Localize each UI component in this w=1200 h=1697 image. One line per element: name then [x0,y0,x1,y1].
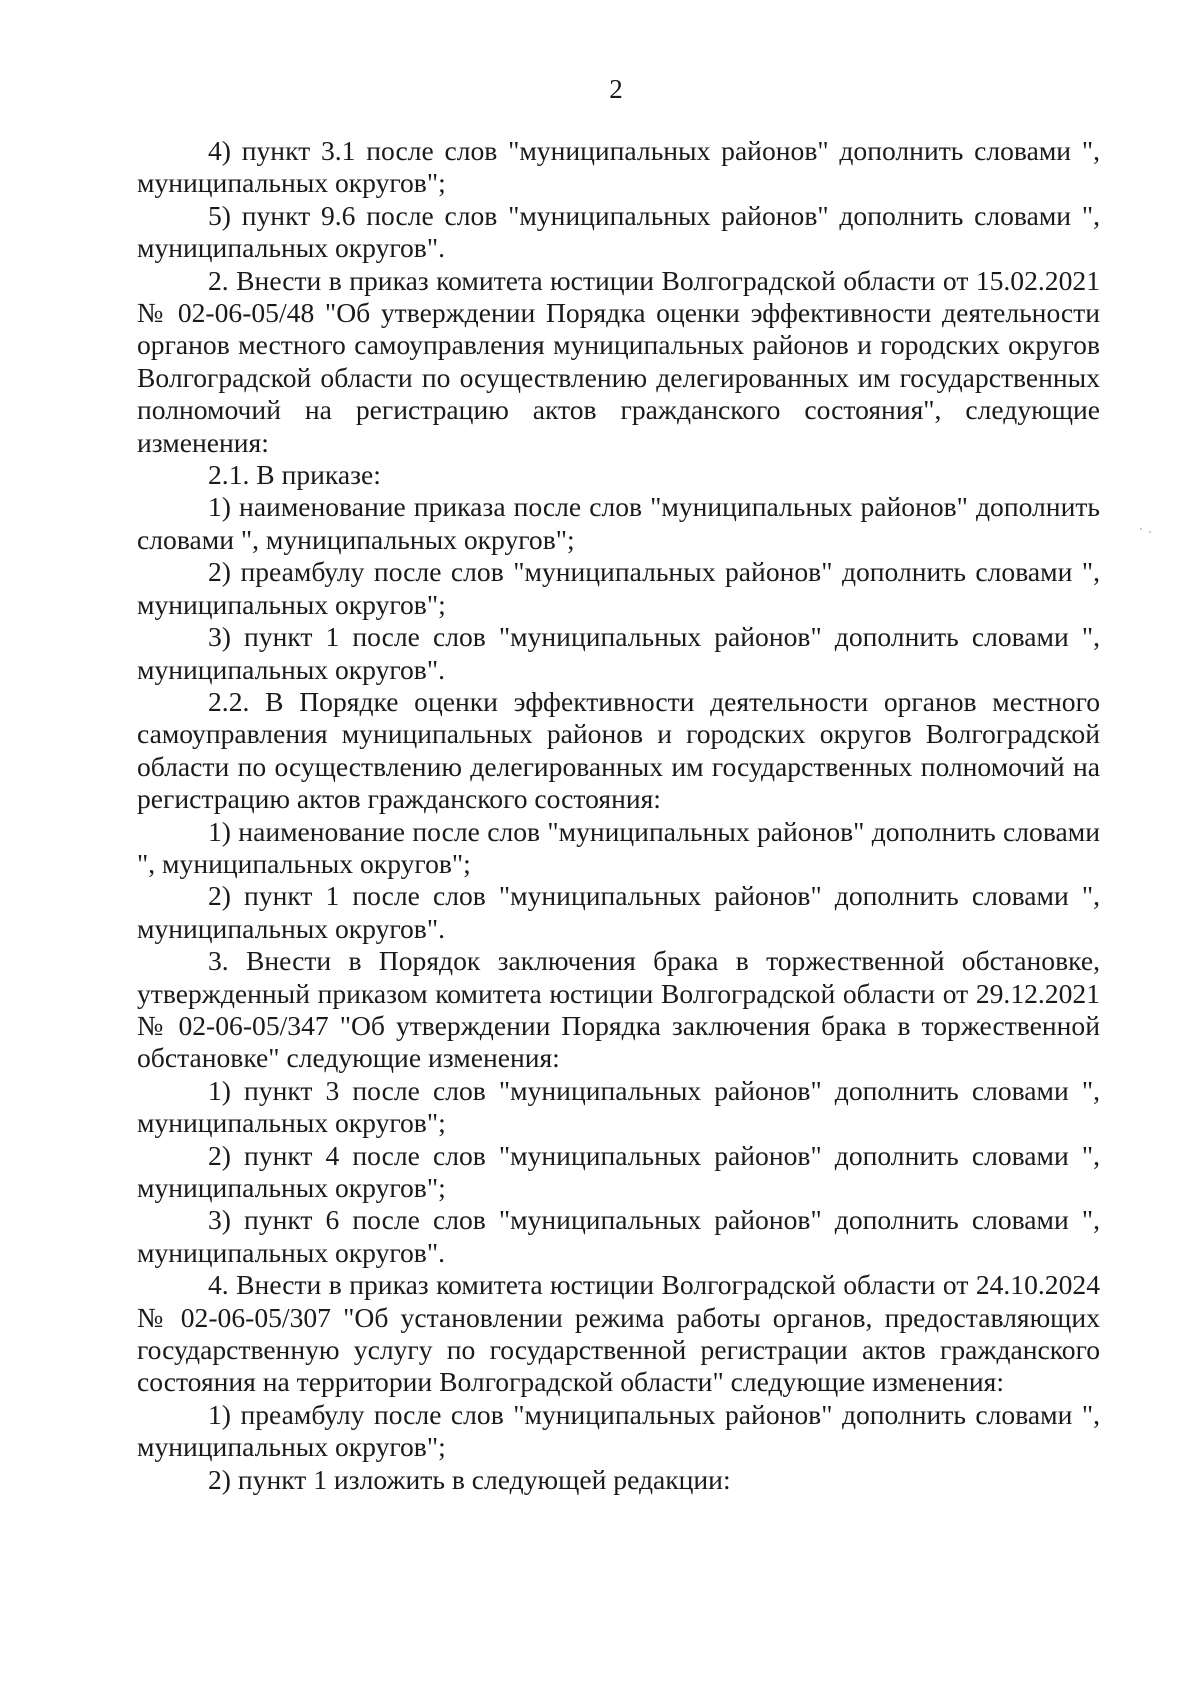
paragraph: 2) пункт 4 после слов "муниципальных районов" дополнить словами ", муниципальных округов"; [137,1139,1100,1203]
paragraph: 5) пункт 9.6 после слов "муниципальных районов" дополнить словами ", муниципальных округов". [137,199,1100,264]
paragraph: 3) пункт 6 после слов "муниципальных районов" дополнить словами ", муниципальных округов". [137,1204,1100,1268]
paragraph: 2.1. В приказе: [208,459,381,491]
paragraph: 1) наименование приказа после слов "муниципальных районов" дополнить словами ", муниципальных округов"; [137,491,1100,555]
document-body [137,135,1100,1496]
scan-speck-marks [1140,528,1152,534]
paragraph: 2) пункт 1 после слов "муниципальных районов" дополнить словами ", муниципальных округов". [137,880,1100,944]
paragraph: 2. Внести в приказ комитета юстиции Волгоградской области от 15.02.2021 № 02-06-05/48 "Об утверждении Порядка оценки эффективности деятельности органов местного самоуправления муниципальных районов и городских округов Волгоградской области по осуществлению делегированных им государственных полномочий на регистрацию актов гражданского состояния", следующие изменения: [137,264,1100,458]
paragraph: 2) преамбулу после слов "муниципальных районов" дополнить словами ", муниципальных округов"; [137,556,1100,620]
paragraph: 1) преамбулу после слов "муниципальных районов" дополнить словами ", муниципальных округов"; [137,1398,1100,1463]
paragraph: 2) пункт 1 изложить в следующей редакции: [208,1463,731,1495]
paragraph: 4. Внести в приказ комитета юстиции Волгоградской области от 24.10.2024 № 02-06-05/307 "Об установлении режима работы органов, предоставляющих государственную услугу по государственной регистрации актов гражданского состояния на территории Волгоградской области" следующие изменения: [137,1269,1100,1398]
page-number: 2 [609,74,623,104]
paragraph: 1) наименование после слов "муниципальных районов" дополнить словами ", муниципальных округов"; [137,815,1100,879]
paragraph: 4) пункт 3.1 после слов "муниципальных районов" дополнить словами ", муниципальных округов"; [137,135,1100,199]
paragraph: 2.2. В Порядке оценки эффективности деятельности органов местного самоуправления муниципальных районов и городских округов Волгоградской области по осуществлению делегированных им государственных полномочий на регистрацию актов гражданского состояния: [137,685,1100,815]
paragraph: 3. Внести в Порядок заключения брака в торжественной обстановке, утвержденный приказом комитета юстиции Волгоградской области от 29.12.2021 № 02-06-05/347 "Об утверждении Порядка заключения брака в торжественной обстановке" следующие изменения: [137,945,1100,1074]
paragraph: 3) пункт 1 после слов "муниципальных районов" дополнить словами ", муниципальных округов". [137,621,1100,685]
paragraph: 1) пункт 3 после слов "муниципальных районов" дополнить словами ", муниципальных округов"; [137,1074,1100,1139]
